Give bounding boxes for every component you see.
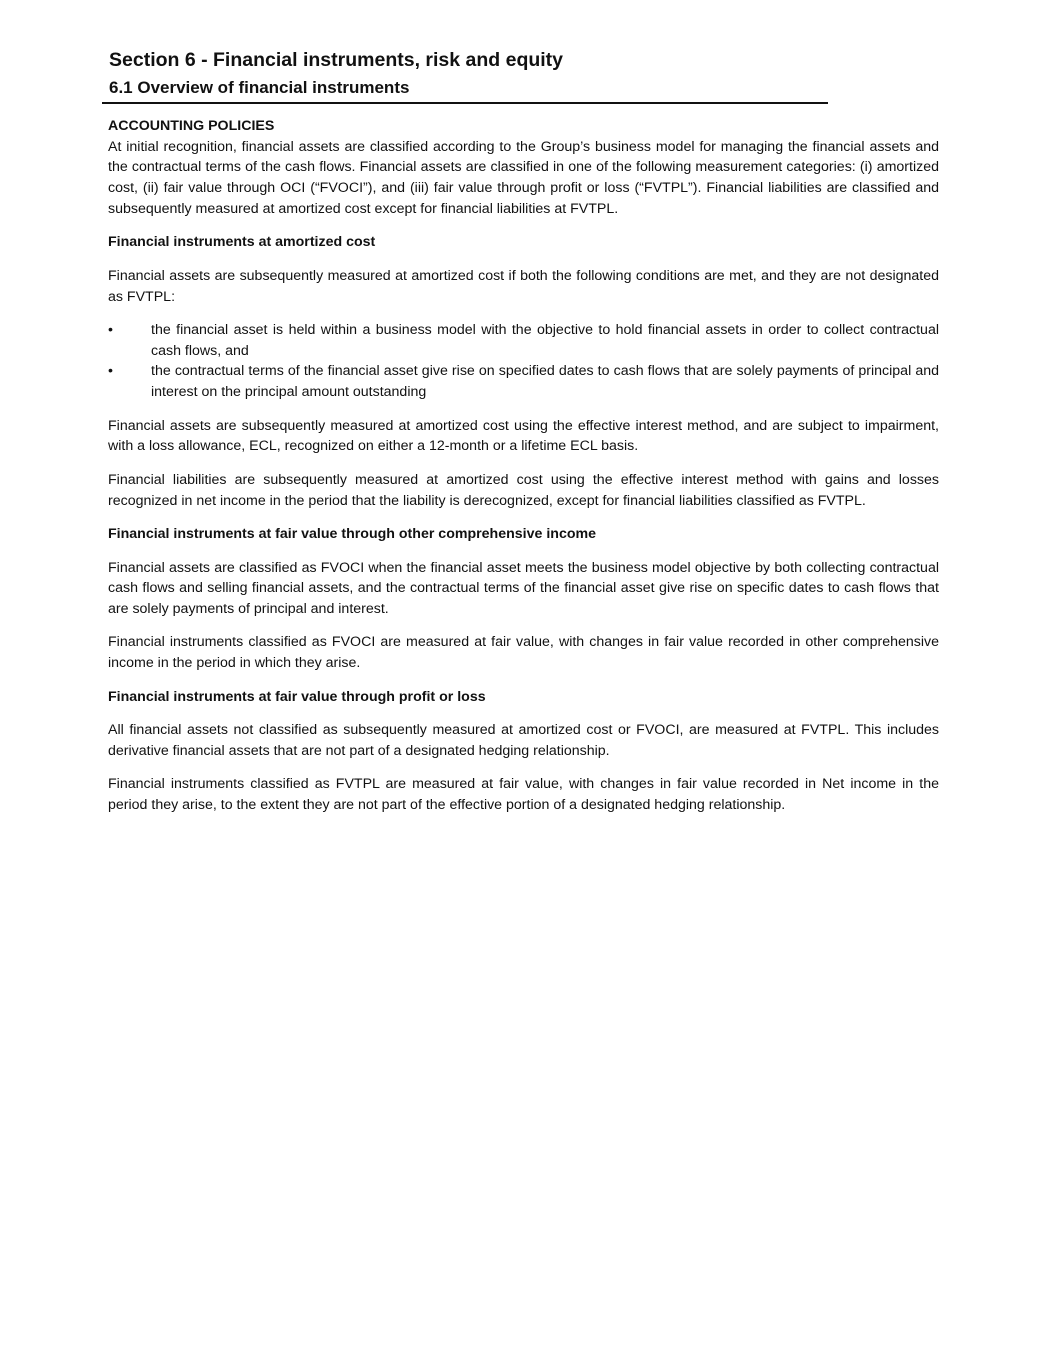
accounting-policies-intro: At initial recognition, financial assets are classified according to the Group’s business model for managing the financial assets and the contractual terms of the cash flows. Financial assets are classified in one of the following measurement categories: (i) amortized cost, (ii) fair value through OCI (“FVOCI”), and (iii) fair value through profit or loss (“FVTPL”). Financial liabilities are classified and subsequently measured at amortized cost except for financial liabilities at FVTPL. (108, 138, 939, 217)
bullet-icon: • (108, 363, 113, 380)
section-title: Section 6 - Financial instruments, risk and equity (109, 49, 564, 71)
fvoci-heading: Financial instruments at fair value through other comprehensive income (108, 526, 597, 543)
list-item-text: the contractual terms of the financial asset give rise on specified dates to cash flows that are solely payments of principal and interest on the principal amount outstanding (151, 363, 939, 401)
list-item-text: the financial asset is held within a business model with the objective to hold financial assets in order to collect contractual cash flows, and (151, 322, 939, 359)
amortized-cost-paragraph-2: Financial assets are subsequently measured at amortized cost using the effective interest method, and are subject to impairment, with a loss allowance, ECL, recognized on either a 12-month or a lifetime ECL basis. (108, 417, 939, 455)
bullet-icon: • (108, 322, 113, 339)
fvtpl-heading: Financial instruments at fair value through profit or loss (108, 688, 486, 705)
subsection-title: 6.1 Overview of financial instruments (109, 78, 410, 97)
list-item (108, 361, 939, 402)
list-item (108, 320, 939, 361)
amortized-cost-paragraph-3: Financial liabilities are subsequently measured at amortized cost using the effective interest method with gains and losses recognized in net income in the period that the liability is derecognized, except for financial liabilities classified as FVTPL. (108, 471, 939, 509)
fvoci-paragraph-1: Financial assets are classified as FVOCI when the financial asset meets the business model objective by both collecting contractual cash flows and selling financial assets, and the contractual terms of the financial asset give rise on specific dates to cash flows that are solely payments of principal and interest. (108, 559, 939, 617)
amortized-cost-conditions-list (108, 320, 939, 403)
amortized-cost-heading: Financial instruments at amortized cost (108, 234, 376, 251)
section-header (102, 46, 828, 104)
fvtpl-paragraph-2: Financial instruments classified as FVTPL are measured at fair value, with changes in fair value recorded in Net income in the period they arise, to the extent they are not part of the effective portion of a designated hedging relationship. (108, 776, 939, 814)
fvtpl-paragraph-1: All financial assets not classified as subsequently measured at amortized cost or FVOCI, are measured at FVTPL. This includes derivative financial assets that are not part of a designated hedging relationship. (108, 722, 939, 759)
document-body (108, 116, 939, 816)
fvoci-paragraph-2: Financial instruments classified as FVOCI are measured at fair value, with changes in fair value recorded in other comprehensive income in the period in which they arise. (108, 634, 939, 672)
accounting-policies-heading: ACCOUNTING POLICIES (108, 118, 275, 134)
amortized-cost-paragraph-1: Financial assets are subsequently measured at amortized cost if both the following conditions are met, and they are not designated as FVTPL: (108, 267, 939, 305)
